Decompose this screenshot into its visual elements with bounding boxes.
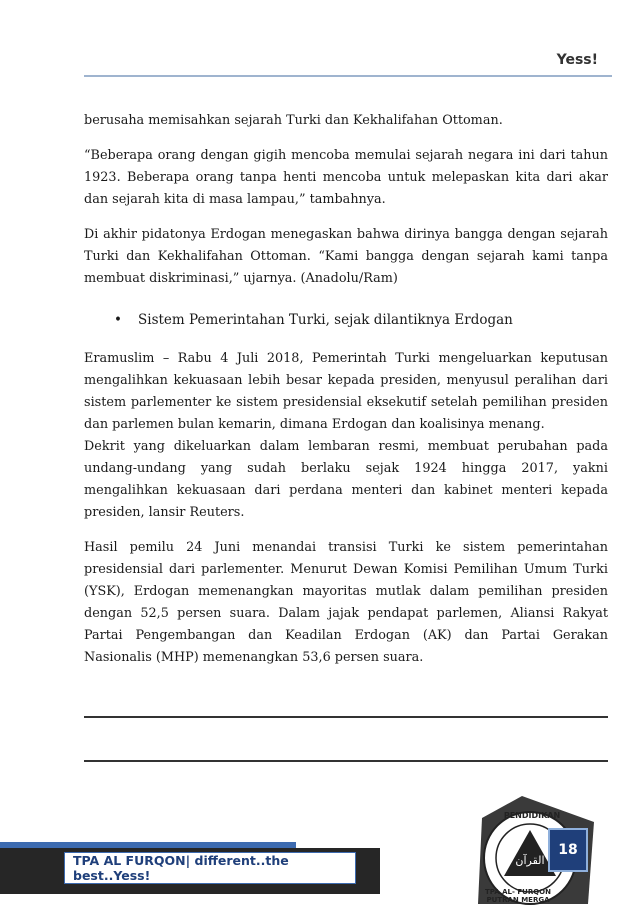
- bullet-marker: •: [114, 312, 122, 328]
- paragraph-2: “Beberapa orang dengan gigih mencoba memulai sejarah negara ini dari tahun 1923. Beberapa orang tanpa henti mencoba untuk melepaskan kita dari akar dan sejarah kita di masa lampau,” tambahnya.: [84, 148, 608, 207]
- logo-bottom-text-2: PUTRAN MERGA: [486, 896, 550, 904]
- paragraph-1: berusaha memisahkan sejarah Turki dan Kekhalifahan Ottoman.: [84, 113, 503, 128]
- section-heading: [114, 309, 608, 331]
- page-number: 18: [548, 828, 588, 872]
- footer-tagline: TPA AL FURQON| different..the best..Yess!: [64, 852, 356, 884]
- header-title: Yess!: [556, 52, 598, 68]
- page-content: [84, 110, 608, 669]
- section-paragraph-3: Hasil pemilu 24 Juni menandai transisi Turki ke sistem pemerintahan presidensial dari parlementer. Menurut Dewan Komisi Pemilihan Umum Turki (YSK), Erdogan memenangkan mayoritas mutlak dalam pemilihan presiden dengan 52,5 persen suara. Dalam jajak pendapat parlemen, Aliansi Rakyat Partai Pengembangan dan Keadilan Erdogan (AK) dan Partai Gerakan Nasionalis (MHP) memenangkan 53,6 persen suara.: [84, 540, 608, 665]
- section-heading-text: Sistem Pemerintahan Turki, sejak dilantiknya Erdogan: [138, 312, 513, 328]
- writing-line: [84, 760, 608, 762]
- section-paragraph-2: Dekrit yang dikeluarkan dalam lembaran resmi, membuat perubahan pada undang-undang yang sudah berlaku sejak 1924 hingga 2017, yakni mengalihkan kekuasaan dari perdana menteri dan kabinet menteri kepada presiden, lansir Reuters.: [84, 439, 608, 520]
- logo-top-text: PENDIDIKAN: [503, 811, 561, 820]
- section-paragraph-1: Eramuslim – Rabu 4 Juli 2018, Pemerintah Turki mengeluarkan keputusan mengalihkan kekuasaan lebih besar kepada presiden, menyusul peralihan dari sistem parlementer ke sistem presidensial eksekutif setelah pemilihan presiden dan parlemen bulan kemarin, dimana Erdogan dan koalisinya menang.: [84, 351, 608, 432]
- writing-line: [84, 716, 608, 718]
- paragraph-3: Di akhir pidatonya Erdogan menegaskan bahwa dirinya bangga dengan sejarah Turki dan Kekhalifahan Ottoman. “Kami bangga dengan sejarah kami tanpa membuat diskriminasi,” ujarnya. (Anadolu/Ram): [84, 227, 608, 286]
- logo-center-text: القرآن: [515, 854, 545, 867]
- header-rule: [84, 75, 612, 77]
- logo-bottom-text: TPA AL- FURQON: [485, 888, 551, 896]
